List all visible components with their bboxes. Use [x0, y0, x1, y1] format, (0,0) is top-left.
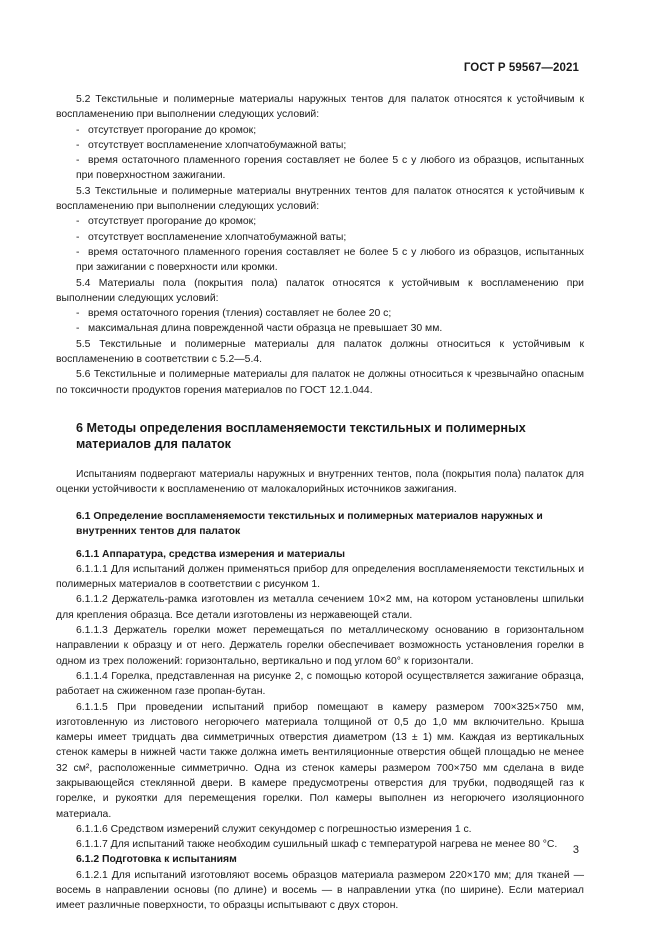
subsection-6-1-1-heading: 6.1.1 Аппаратура, средства измерения и материалы [76, 548, 345, 560]
item-text: 5.6 Текстильные и полимерные материалы для палаток не должны относиться к чрезвычайно опасным по токсичности продуктов горения материалов по ГОСТ 12.1.044. [56, 369, 584, 396]
paragraph [56, 92, 584, 123]
item-text: 5.4 Материалы пола (покрытия пола) палаток относятся к устойчивым к воспламенению при выполнении следующих условий: [56, 277, 584, 304]
paragraph [56, 337, 584, 368]
item-text: отсутствует прогорание до кромок; [88, 124, 257, 136]
dash-bullet: - [76, 231, 80, 243]
section-6-intro: Испытаниям подвергают материалы наружных и внутренних тентов, пола (покрытия пола) палаток для оценки устойчивости к воспламенению от малокалорийных источников зажигания. [56, 468, 584, 496]
paragraph-6-1-1-6: 6.1.1.6 Средством измерений служит секундомер с погрешностью измерения 1 с. [76, 823, 472, 835]
list-item [56, 321, 584, 336]
item-text: время остаточного горения (тления) составляет не более 20 с; [88, 308, 392, 320]
paragraph [56, 184, 584, 215]
paragraph-6-1-1-1: 6.1.1.1 Для испытаний должен применяться прибор для определения воспламеняемости текстильных и полимерных материалов в соответствии с рисунком 1. [56, 563, 584, 591]
paragraph [56, 276, 584, 307]
list-item [56, 153, 584, 184]
list-item [56, 214, 584, 229]
subsection-6-1-heading: 6.1 Определение воспламеняемости текстильных и полимерных материалов наружных и внутренних тентов для палаток [76, 510, 543, 537]
item-text: время остаточного пламенного горения составляет не более 5 с у любого из образцов, испытанных при поверхностном зажигании. [76, 155, 584, 182]
paragraph-6-1-2-1: 6.1.2.1 Для испытаний изготовляют восемь образцов материала размером 220×170 мм; для тканей — восемь в направлении основы (по длине) и восемь — в направлении утка (по ширине). Если материал имеет различные поверхности, то образцы испытывают с двух сторон. [56, 869, 584, 912]
item-text: максимальная длина поврежденной части образца не превышает 30 мм. [88, 323, 443, 335]
item-text: время остаточного пламенного горения составляет не более 5 с у любого из образцов, испытанных при зажигании с поверхности или кромки. [76, 246, 584, 274]
list-item [56, 245, 584, 276]
section-5-requirements [56, 92, 584, 398]
paragraph-6-1-1-3: 6.1.1.3 Держатель горелки может перемещаться по металлическому основанию в горизонтальном направлении к образцу и от него. Держатель горелки обеспечивает возможность установления горелки в одном из трех положений: горизонтально, вертикально и под углом 60° к горизонтали. [56, 625, 584, 667]
item-text: 5.2 Текстильные и полимерные материалы наружных тентов для палаток относятся к устойчивым к воспламенению при выполнении следующих условий: [56, 94, 584, 121]
paragraph-6-1-1-4: 6.1.1.4 Горелка, представленная на рисунке 2, с помощью которой осуществляется зажигание образца, работает на сжиженном газе пропан-бутан. [56, 670, 584, 698]
list-item [56, 123, 584, 138]
subsection-6-1-2-heading: 6.1.2 Подготовка к испытаниям [76, 854, 237, 866]
dash-bullet: - [76, 323, 80, 335]
item-text: 5.5 Текстильные и полимерные материалы для палаток должны относиться к устойчивым к воспламенению в соответствии с 5.2—5.4. [56, 338, 584, 366]
item-text: отсутствует прогорание до кромок; [88, 216, 257, 228]
dash-bullet: - [76, 155, 80, 167]
standard-header: ГОСТ Р 59567—2021 [463, 62, 579, 74]
paragraph-6-1-1-5: 6.1.1.5 При проведении испытаний прибор помещают в камеру размером 700×325×750 мм, изготовленную из листового негорючего материала толщиной от 0,5 до 1,0 мм включительно. Крыша камеры имеет тридцать два симметричных отверстия диаметром (13 ± 1) мм. Каждая из вертикальных стенок камеры в нижней части также должна иметь вентиляционные отверстия общей площадью не менее 32 см², расположенные симметрично. Одна из стенок камеры размером 700×750 мм сделана в виде закрывающейся стеклянной двери. В камере предусмотрены отверстия для трубки, подводящей газ к горелке, и рукоятки для перемещения горелки. Пол камеры выполнен из негорючего изоляционного материала. [56, 701, 584, 820]
list-item [56, 306, 584, 321]
dash-bullet: - [76, 308, 80, 320]
dash-bullet: - [76, 139, 80, 151]
paragraph-6-1-1-7: 6.1.1.7 Для испытаний также необходим сушильный шкаф с температурой нагрева не менее 80 °С. [76, 839, 558, 851]
list-item [56, 138, 584, 153]
item-text: 5.3 Текстильные и полимерные материалы внутренних тентов для палаток относятся к устойчивым к воспламенению при выполнении следующих условий: [56, 185, 584, 213]
dash-bullet: - [76, 216, 80, 228]
paragraph-6-1-1-2: 6.1.1.2 Держатель-рамка изготовлен из металла сечением 10×2 мм, на котором установлены шпильки для крепления образца. Все детали изготовлены из нержавеющей стали. [56, 594, 584, 621]
list-item [56, 230, 584, 245]
item-text: отсутствует воспламенение хлопчатобумажной ваты; [88, 139, 347, 151]
item-text: отсутствует воспламенение хлопчатобумажной ваты; [88, 231, 347, 243]
document-body [56, 92, 584, 914]
page-number: 3 [572, 844, 579, 856]
dash-bullet: - [76, 124, 80, 136]
section-6-heading: 6 Методы определения воспламеняемости текстильных и полимерных материалов для палаток [76, 420, 526, 451]
paragraph [56, 367, 584, 398]
dash-bullet: - [76, 246, 80, 258]
